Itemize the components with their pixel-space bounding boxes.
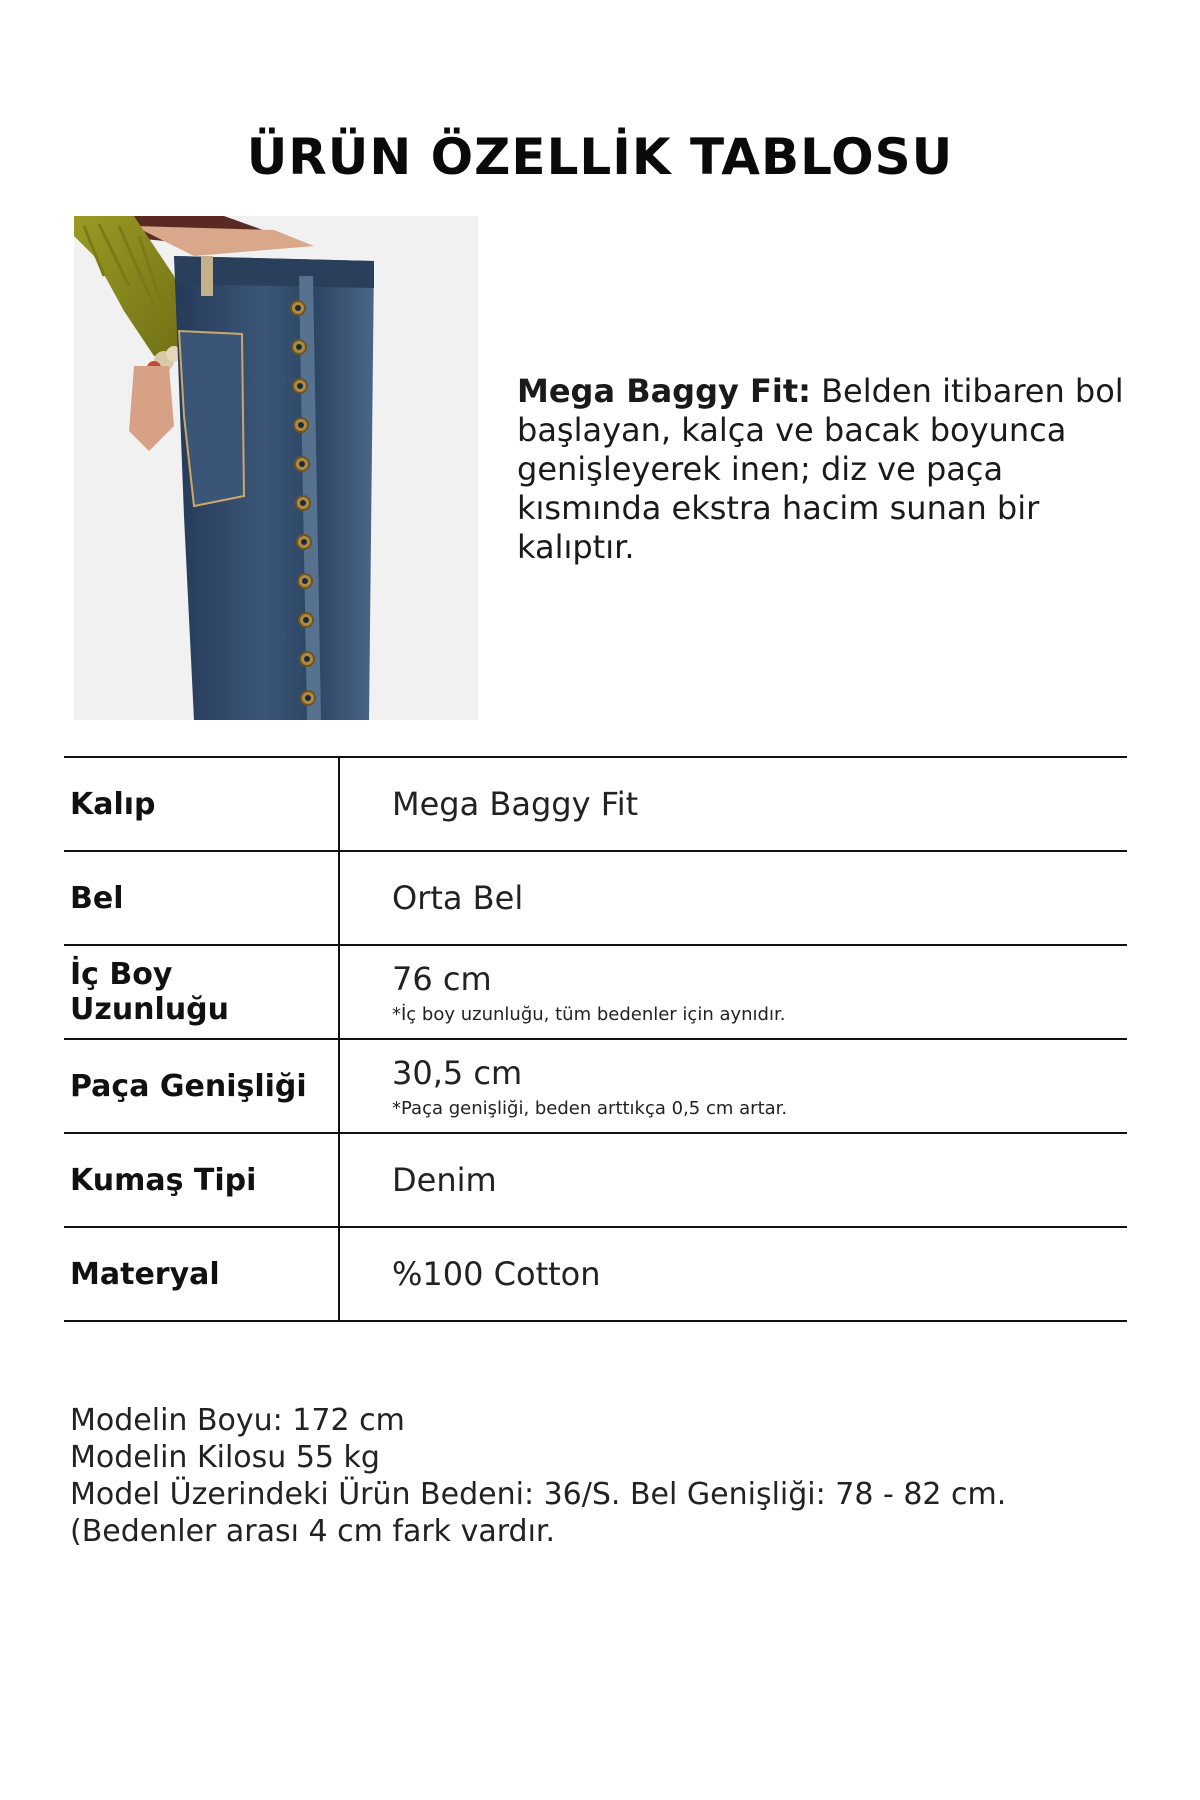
spec-label: İç Boy Uzunluğu (64, 945, 339, 1039)
spec-label: Paça Genişliği (64, 1039, 339, 1133)
spec-value-cell (339, 1227, 1127, 1321)
spec-value: 30,5 cm (392, 1053, 523, 1092)
spec-label: Kumaş Tipi (64, 1133, 339, 1227)
spec-value: Orta Bel (392, 879, 524, 917)
spec-label: Bel (64, 851, 339, 945)
spec-value-cell (339, 851, 1127, 945)
spec-value-cell (339, 1133, 1127, 1227)
model-info (70, 1402, 1140, 1550)
product-photo (74, 216, 478, 720)
model-height: Modelin Boyu: 172 cm (70, 1403, 405, 1438)
table-row (64, 1227, 1127, 1321)
page-title: ÜRÜN ÖZELLİK TABLOSU (246, 128, 954, 186)
spec-value: Denim (392, 1161, 497, 1199)
table-row (64, 1133, 1127, 1227)
spec-note: *İç boy uzunluğu, tüm bedenler için aynıdır. (392, 1003, 786, 1025)
spec-value: %100 Cotton (392, 1255, 601, 1293)
model-weight: Modelin Kilosu 55 kg (70, 1440, 380, 1475)
spec-label: Materyal (64, 1227, 339, 1321)
table-row (64, 945, 1127, 1039)
fit-name: Mega Baggy Fit: (517, 372, 811, 410)
spec-value-cell (339, 945, 1127, 1039)
model-size: Model Üzerindeki Ürün Bedeni: 36/S. Bel Genişliği: 78 - 82 cm. (Bedenler arası 4 cm fark vardır. (70, 1477, 1007, 1549)
spec-table (64, 756, 1127, 1322)
fit-text: Belden itibaren bol başlayan, kalça ve bacak boyunca genişleyerek inen; diz ve paça kısmında ekstra hacim sunan bir kalıptır. (517, 372, 1124, 566)
spec-note: *Paça genişliği, beden arttıkça 0,5 cm artar. (392, 1097, 788, 1119)
spec-value-cell (339, 757, 1127, 851)
spec-value: 76 cm (392, 959, 492, 998)
spec-label: Kalıp (64, 757, 339, 851)
fit-description (517, 372, 1157, 567)
spec-value: Mega Baggy Fit (392, 785, 639, 823)
table-row (64, 757, 1127, 851)
table-row (64, 1039, 1127, 1133)
table-row (64, 851, 1127, 945)
spec-value-cell (339, 1039, 1127, 1133)
